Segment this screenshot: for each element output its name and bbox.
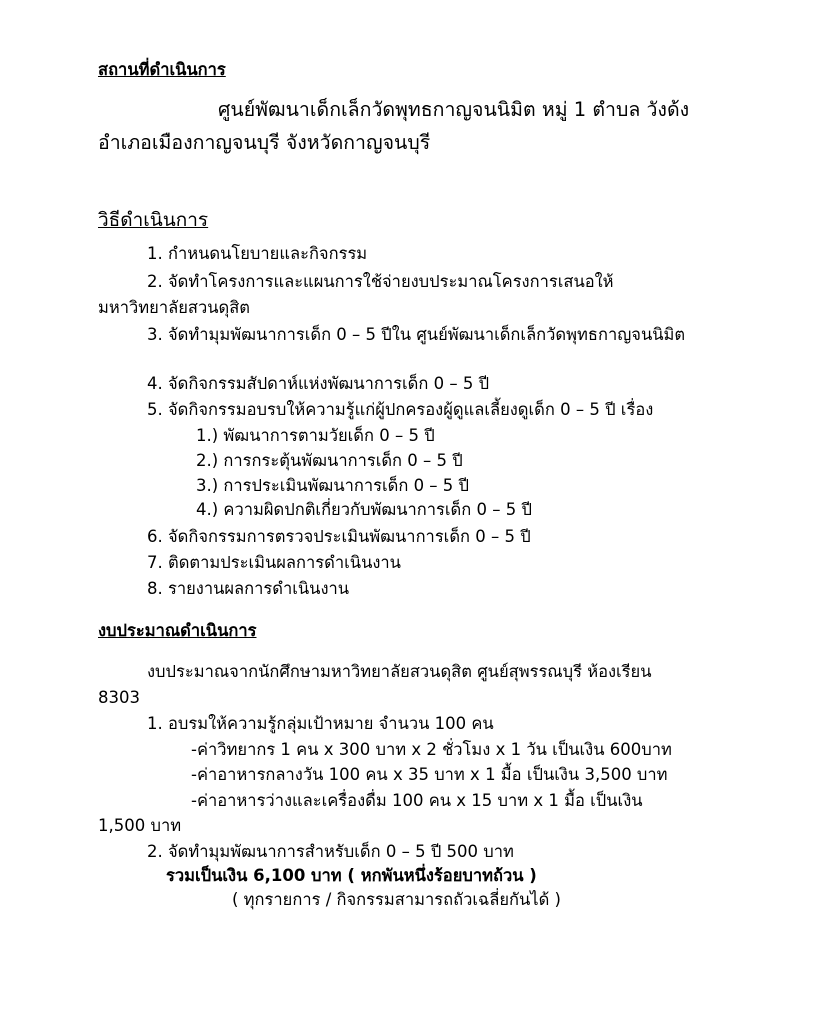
method-step-6: 6. จัดกิจกรรมการตรวจประเมินพัฒนาการเด็ก 0 – 5 ปี bbox=[147, 527, 531, 546]
budget-item-1-lunch: -ค่าอาหารกลางวัน 100 คน x 35 บาท x 1 มื้อ เป็นเงิน 3,500 บาท bbox=[191, 765, 668, 784]
method-step-2-line-1: 2. จัดทำโครงการและแผนการใช้จ่ายงบประมาณโครงการเสนอให้ bbox=[147, 272, 614, 291]
method-step-1: 1. กำหนดนโยบายและกิจกรรม bbox=[147, 244, 368, 263]
method-sub-4: 4.) ความผิดปกติเกี่ยวกับพัฒนาการเด็ก 0 – 5 ปี bbox=[196, 500, 532, 519]
budget-heading: งบประมาณดำเนินการ bbox=[98, 621, 257, 640]
location-heading: สถานที่ดำเนินการ bbox=[98, 60, 226, 79]
budget-item-1: 1. อบรมให้ความรู้กลุ่มเป้าหมาย จำนวน 100 คน bbox=[147, 714, 494, 733]
budget-intro-line-2: 8303 bbox=[98, 688, 140, 707]
budget-total: รวมเป็นเงิน 6,100 บาท ( หกพันหนึ่งร้อยบาทถ้วน ) bbox=[166, 866, 537, 885]
method-sub-3: 3.) การประเมินพัฒนาการเด็ก 0 – 5 ปี bbox=[196, 476, 470, 495]
budget-item-1-speaker: -ค่าวิทยากร 1 คน x 300 บาท x 2 ชั่วโมง x 1 วัน เป็นเงิน 600บาท bbox=[191, 740, 672, 759]
location-line-1: ศูนย์พัฒนาเด็กเล็กวัดพุทธกาญจนนิมิต หมู่ 1 ตำบล วังด้ง bbox=[218, 98, 690, 121]
method-sub-1: 1.) พัฒนาการตามวัยเด็ก 0 – 5 ปี bbox=[196, 426, 435, 445]
budget-item-1-snack-line-2: 1,500 บาท bbox=[98, 816, 182, 835]
budget-intro-line-1: งบประมาณจากนักศึกษามหาวิทยาลัยสวนดุสิต ศูนย์สุพรรณบุรี ห้องเรียน bbox=[147, 662, 652, 681]
method-step-3: 3. จัดทำมุมพัฒนาการเด็ก 0 – 5 ปีใน ศูนย์พัฒนาเด็กเล็กวัดพุทธกาญจนนิมิต bbox=[147, 325, 686, 344]
budget-item-1-snack-line-1: -ค่าอาหารว่างและเครื่องดื่ม 100 คน x 15 บาท x 1 มื้อ เป็นเงิน bbox=[191, 791, 643, 810]
location-line-2: อำเภอเมืองกาญจนบุรี จังหวัดกาญจนบุรี bbox=[98, 131, 431, 154]
method-step-7: 7. ติดตามประเมินผลการดำเนินงาน bbox=[147, 553, 401, 572]
method-step-4: 4. จัดกิจกรรมสัปดาห์แห่งพัฒนาการเด็ก 0 – 5 ปี bbox=[147, 374, 490, 393]
budget-item-2: 2. จัดทำมุมพัฒนาการสำหรับเด็ก 0 – 5 ปี 500 บาท bbox=[147, 842, 514, 861]
budget-note: ( ทุกรายการ / กิจกรรมสามารถถัวเฉลี่ยกันได้ ) bbox=[232, 890, 561, 909]
method-step-2-line-2: มหาวิทยาลัยสวนดุสิต bbox=[98, 298, 250, 317]
method-sub-2: 2.) การกระตุ้นพัฒนาการเด็ก 0 – 5 ปี bbox=[196, 451, 463, 470]
method-step-5: 5. จัดกิจกรรมอบรบให้ความรู้แก่ผู้ปกครองผู้ดูแลเลี้ยงดูเด็ก 0 – 5 ปี เรื่อง bbox=[147, 400, 654, 419]
method-heading: วิธีดำเนินการ bbox=[98, 209, 209, 231]
method-step-8: 8. รายงานผลการดำเนินงาน bbox=[147, 579, 350, 598]
